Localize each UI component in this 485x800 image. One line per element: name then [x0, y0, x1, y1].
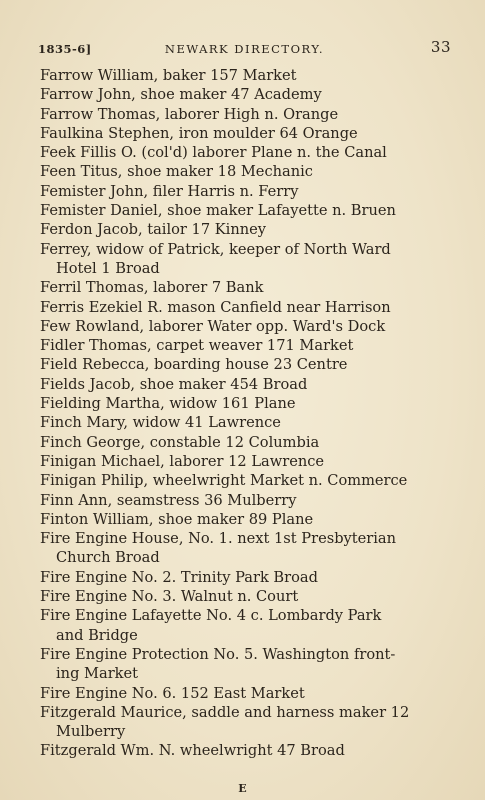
entry-line: Field Rebecca, boarding house 23 Centre — [40, 356, 348, 374]
entry-line: Farrow John, shoe maker 47 Academy — [40, 86, 322, 104]
directory-entry — [40, 529, 460, 568]
entry-line: Faulkina Stephen, iron moulder 64 Orange — [40, 124, 358, 142]
header-title: NEWARK DIRECTORY. — [164, 42, 325, 56]
directory-entry — [40, 143, 460, 162]
entry-continuation: Church Broad — [56, 549, 160, 567]
entry-line: Fire Engine Lafayette No. 4 c. Lombardy Park — [40, 607, 382, 625]
page-header — [38, 40, 451, 58]
directory-entry — [40, 471, 460, 490]
entry-line: Femister John, filer Harris n. Ferry — [40, 182, 299, 200]
directory-entry — [40, 355, 460, 374]
directory-entries — [40, 66, 460, 761]
directory-entry — [40, 85, 460, 104]
directory-entry — [40, 298, 460, 317]
directory-entry — [40, 510, 460, 529]
entry-line: Finch George, constable 12 Columbia — [40, 433, 320, 451]
entry-line: Fire Engine No. 6. 152 East Market — [40, 684, 305, 702]
directory-entry — [40, 336, 460, 355]
signature-mark: E — [238, 782, 247, 795]
page-number: 33 — [430, 38, 451, 56]
entry-line: Finn Ann, seamstress 36 Mulberry — [40, 491, 297, 509]
directory-entry — [40, 433, 460, 452]
directory-entry — [40, 124, 460, 143]
directory-entry — [40, 606, 460, 645]
entry-line: Fidler Thomas, carpet weaver 171 Market — [40, 337, 354, 355]
entry-continuation: Hotel 1 Broad — [56, 259, 160, 277]
directory-entry — [40, 240, 460, 279]
entry-line: Feek Fillis O. (col'd) laborer Plane n. the Canal — [40, 144, 387, 162]
directory-entry — [40, 162, 460, 181]
entry-line: Ferdon Jacob, tailor 17 Kinney — [40, 221, 266, 239]
entry-continuation: ing Market — [56, 665, 139, 683]
entry-line: Finigan Philip, wheelwright Market n. Commerce — [40, 472, 408, 490]
entry-line: Ferris Ezekiel R. mason Canfield near Harrison — [40, 298, 391, 316]
entry-line: Fire Engine No. 2. Trinity Park Broad — [40, 568, 318, 586]
directory-entry — [40, 741, 460, 760]
directory-entry — [40, 684, 460, 703]
entry-line: Fielding Martha, widow 161 Plane — [40, 395, 296, 413]
entry-line: Ferrey, widow of Patrick, keeper of North Ward — [40, 240, 391, 258]
entry-line: Farrow Thomas, laborer High n. Orange — [40, 105, 339, 123]
directory-entry — [40, 413, 460, 432]
entry-line: Femister Daniel, shoe maker Lafayette n. Bruen — [40, 202, 396, 220]
directory-entry — [40, 278, 460, 297]
directory-entry — [40, 394, 460, 413]
entry-line: Few Rowland, laborer Water opp. Ward's Dock — [40, 317, 386, 335]
directory-entry — [40, 568, 460, 587]
entry-line: Finigan Michael, laborer 12 Lawrence — [40, 452, 325, 470]
directory-entry — [40, 182, 460, 201]
entry-line: Fire Engine House, No. 1. next 1st Presbyterian — [40, 530, 397, 548]
directory-entry — [40, 201, 460, 220]
directory-entry — [40, 105, 460, 124]
header-year: 1835-6] — [38, 42, 92, 56]
directory-entry — [40, 452, 460, 471]
entry-continuation: Mulberry — [56, 723, 126, 741]
entry-line: Fitzgerald Maurice, saddle and harness maker 12 — [40, 703, 410, 721]
entry-line: Finch Mary, widow 41 Lawrence — [40, 414, 281, 432]
directory-entry — [40, 491, 460, 510]
entry-line: Fields Jacob, shoe maker 454 Broad — [40, 375, 308, 393]
directory-entry — [40, 703, 460, 742]
entry-line: Farrow William, baker 157 Market — [40, 67, 297, 84]
entry-line: Fire Engine No. 3. Walnut n. Court — [40, 588, 299, 606]
directory-entry — [40, 66, 460, 85]
entry-continuation: and Bridge — [56, 626, 138, 644]
entry-line: Ferril Thomas, laborer 7 Bank — [40, 279, 264, 297]
directory-entry — [40, 587, 460, 606]
entry-line: Fitzgerald Wm. N. wheelwright 47 Broad — [40, 742, 345, 760]
directory-entry — [40, 645, 460, 684]
directory-entry — [40, 317, 460, 336]
entry-line: Fire Engine Protection No. 5. Washington front- — [40, 645, 396, 663]
directory-entry — [40, 375, 460, 394]
directory-entry — [40, 220, 460, 239]
entry-line: Feen Titus, shoe maker 18 Mechanic — [40, 163, 313, 181]
entry-line: Finton William, shoe maker 89 Plane — [40, 510, 314, 528]
